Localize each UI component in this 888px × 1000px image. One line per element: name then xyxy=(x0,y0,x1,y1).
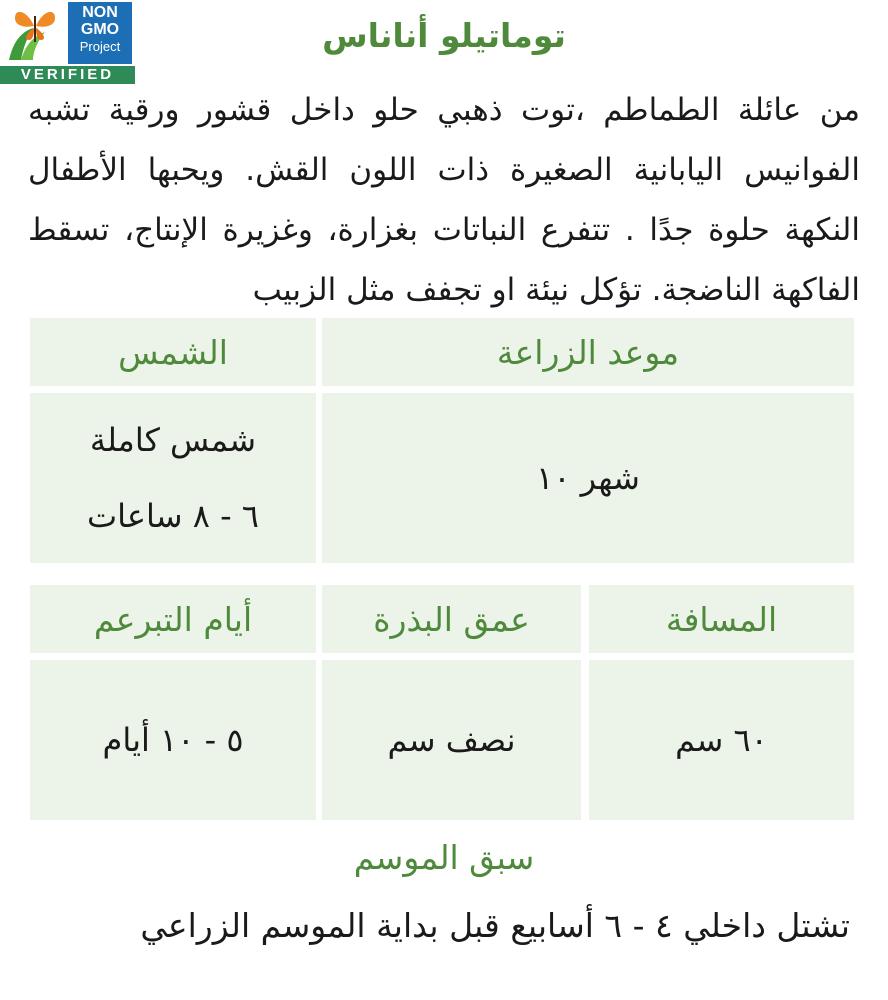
seed-depth-value xyxy=(322,660,581,820)
seed-depth-header-label: عمق البذرة xyxy=(373,599,530,639)
badge-line-non: NON xyxy=(82,4,118,21)
product-description: من عائلة الطماطم ،توت ذهبي حلو داخل قشور ورقية تشبه الفوانيس اليابانية الصغيرة ذات اللون القش. ويحبها الأطفال النكهة حلوة جدًا . تتفرع النباتات بغزارة، وغزيرة الإنتاج، تسقط الفاكهة الناضجة. تؤكل نيئة او تجفف مثل الزبيب xyxy=(28,92,860,308)
badge-line-gmo: GMO xyxy=(80,21,120,38)
planting-date-value-text: شهر ١٠ xyxy=(536,459,640,497)
germination-days-header xyxy=(30,585,316,653)
badge-verified-label: VERIFIED xyxy=(20,66,115,83)
season-head-start-text: تشتل داخلي ٤ - ٦ أسابيع قبل بداية الموسم الزراعي xyxy=(140,906,850,945)
germination-days-header-label: أيام التبرعم xyxy=(93,599,253,639)
product-title: توماتيلو أناناس xyxy=(322,16,566,55)
badge-line-project: Project xyxy=(79,39,121,54)
butterfly-leaf-icon xyxy=(3,2,65,64)
planting-date-value xyxy=(322,393,854,563)
planting-date-header-label: موعد الزراعة xyxy=(496,332,680,372)
badge-wordmark xyxy=(68,2,132,64)
sun-value xyxy=(30,393,316,563)
planting-date-header xyxy=(322,318,854,386)
spacing-header xyxy=(589,585,854,653)
sun-value-line2: ٦ - ٨ ساعات xyxy=(87,497,259,535)
non-gmo-verified-badge xyxy=(0,0,135,84)
spacing-header-label: المسافة xyxy=(665,599,778,639)
season-head-start-title: سبق الموسم xyxy=(353,838,535,877)
seed-depth-value-text: نصف سم xyxy=(387,721,516,759)
spacing-value xyxy=(589,660,854,820)
seed-depth-header xyxy=(322,585,581,653)
spacing-value-text: ٦٠ سم xyxy=(675,721,768,759)
sun-value-line1: شمس كاملة xyxy=(89,421,257,459)
sun-header-label: الشمس xyxy=(118,332,228,372)
sun-header xyxy=(30,318,316,386)
germination-days-value-text: ٥ - ١٠ أيام xyxy=(102,721,244,759)
germination-days-value xyxy=(30,660,316,820)
